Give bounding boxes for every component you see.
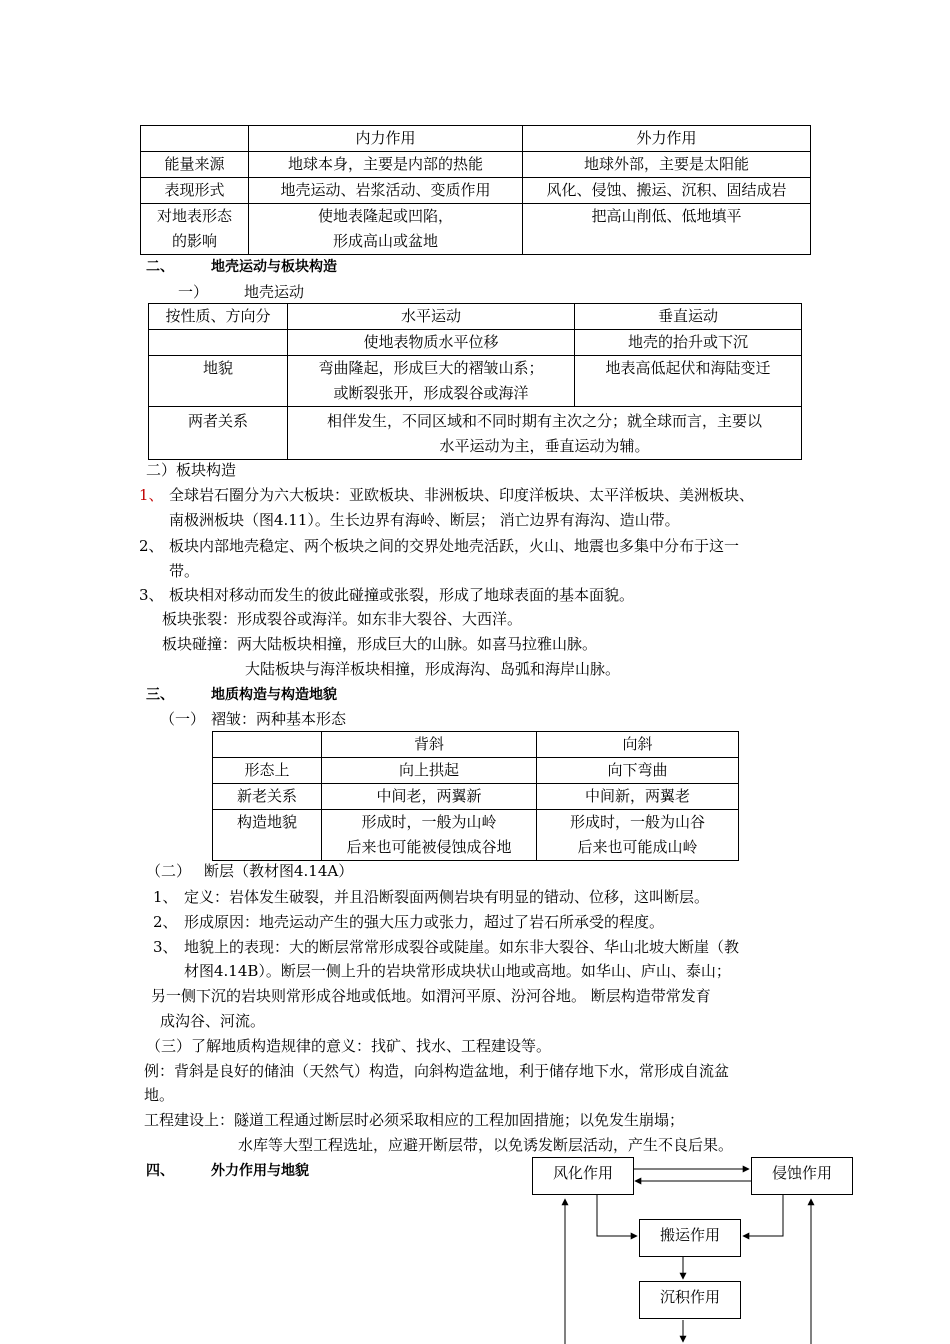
table-cell: 向下弯曲 xyxy=(537,758,739,784)
cell-line: 形成时，一般为山谷 xyxy=(569,813,705,831)
table-header-cell: 垂直运动 xyxy=(575,304,802,330)
deposition-box: 沉积作用 xyxy=(639,1281,741,1319)
subsection-title: （三）了解地质构造规律的意义：找矿、找水、工程建设等。 xyxy=(146,1037,552,1055)
list-item-text: 成沟谷、河流。 xyxy=(160,1012,266,1030)
subsection-title: 地壳运动 xyxy=(244,283,305,301)
paragraph: 水库等大型工程选址，应避开断层带，以免诱发断层活动，产生不良后果。 xyxy=(238,1136,734,1154)
table-cell: 风化、侵蚀、搬运、沉积、固结成岩 xyxy=(523,178,811,204)
arrow-erosion-to-transport xyxy=(743,1195,783,1236)
subsection-title: 褶皱：两种基本形态 xyxy=(211,710,347,728)
cell-line: 或断裂张开，形成裂谷或海洋 xyxy=(333,384,529,402)
paragraph: 例：背斜是良好的储油（天然气）构造，向斜构造盆地，利于储存地下水，常形成自流盆 xyxy=(144,1062,730,1080)
table-cell: 地壳运动、岩浆活动、变质作用 xyxy=(249,178,523,204)
table-cell: 向上拱起 xyxy=(322,758,537,784)
table-header-cell: 按性质、方向分 xyxy=(149,304,288,330)
list-item-text: 另一侧下沉的岩块则常形成谷地或低地。如渭河平原、汾河谷地。 断层构造带常发育 xyxy=(151,987,711,1005)
section-4-title: 外力作用与地貌 xyxy=(211,1163,309,1179)
section-3-number: 三、 xyxy=(146,687,174,703)
table-cell: 中间新，两翼老 xyxy=(537,784,739,810)
table-header-cell: 外力作用 xyxy=(523,126,811,152)
list-item-number: 1、 xyxy=(139,486,164,504)
cell-line: 后来也可能成山岭 xyxy=(577,838,698,856)
erosion-box: 侵蚀作用 xyxy=(751,1157,853,1195)
list-item-text: 板块相对移动而发生的彼此碰撞或张裂，形成了地球表面的基本面貌。 xyxy=(169,586,635,604)
subsection-number: 一） xyxy=(178,283,209,301)
table-cell: 形态上 xyxy=(213,758,322,784)
list-item-text: 地貌上的表现：大的断层常常形成裂谷或陡崖。如东非大裂谷、华山北坡大断崖（教 xyxy=(184,938,740,956)
cell-line: 弯曲隆起，形成巨大的褶皱山系； xyxy=(318,359,544,377)
table-cell: 表现形式 xyxy=(141,178,249,204)
table-cell: 地球外部，主要是太阳能 xyxy=(523,152,811,178)
section-2-number: 二、 xyxy=(146,259,174,275)
table-cell: 构造地貌 xyxy=(213,810,322,861)
table-cell: 新老关系 xyxy=(213,784,322,810)
table-cell: 使地表物质水平位移 xyxy=(288,330,575,356)
list-item-number: 2、 xyxy=(153,913,178,931)
subsection-title: 断层（教材图4.14A） xyxy=(204,862,354,880)
paragraph: 工程建设上：隧道工程通过断层时必须采取相应的工程加固措施；以免发生崩塌； xyxy=(144,1111,685,1129)
section-4-number: 四、 xyxy=(146,1163,174,1179)
list-item-text: 全球岩石圈分为六大板块：亚欧板块、非洲板块、印度洋板块、太平洋板块、美洲板块、 xyxy=(169,486,755,504)
list-item-text: 板块内部地壳稳定、两个板块之间的交界处地壳活跃，火山、地震也多集中分布于这一 xyxy=(169,537,740,555)
table-cell: 地壳的抬升或下沉 xyxy=(575,330,802,356)
cell-line: 对地表形态 xyxy=(156,207,232,225)
list-item-text: 南极洲板块（图4.11）。生长边界有海岭、断层； 消亡边界有海沟、造山带。 xyxy=(169,511,680,529)
cell-line: 后来也可能被侵蚀成谷地 xyxy=(346,838,512,856)
cell-line: 把高山削低、低地填平 xyxy=(591,207,742,225)
section-3-title: 地质构造与构造地貌 xyxy=(211,687,337,703)
table-header-cell: 向斜 xyxy=(537,732,739,758)
transport-box: 搬运作用 xyxy=(639,1219,741,1257)
table-header-cell: 水平运动 xyxy=(288,304,575,330)
cell-line: 水平运动为主，垂直运动为辅。 xyxy=(439,437,650,455)
section-2-title: 地壳运动与板块构造 xyxy=(211,259,337,275)
list-item-number: 3、 xyxy=(153,938,178,956)
list-item-text: 带。 xyxy=(169,562,200,580)
arrow-weathering-to-transport xyxy=(597,1195,637,1236)
list-item-number: 2、 xyxy=(139,537,164,555)
weathering-box: 风化作用 xyxy=(532,1157,634,1195)
list-item-number: 3、 xyxy=(139,586,164,604)
table-cell: 中间老，两翼新 xyxy=(322,784,537,810)
cell-line: 相伴发生，不同区域和不同时期有主次之分；就全球而言，主要以 xyxy=(326,412,762,430)
table-cell: 两者关系 xyxy=(149,407,288,460)
table-cell: 地表高低起伏和海陆变迁 xyxy=(575,356,802,407)
list-item-text: 材图4.14B）。断层一侧上升的岩块常形成块状山地或高地。如华山、庐山、泰山； xyxy=(184,962,731,980)
table-header-cell: 背斜 xyxy=(322,732,537,758)
table-cell: 地球本身，主要是内部的热能 xyxy=(249,152,523,178)
subsection-number: （二） xyxy=(146,862,192,880)
subsection-number: （一） xyxy=(160,710,206,728)
cell-line: 的影响 xyxy=(171,232,217,250)
cell-line: 形成高山或盆地 xyxy=(332,232,438,250)
paragraph: 板块张裂：形成裂谷或海洋。如东非大裂谷、大西洋。 xyxy=(162,610,523,628)
list-item-number: 1、 xyxy=(153,888,178,906)
table-header-cell: 内力作用 xyxy=(249,126,523,152)
list-item-text: 定义：岩体发生破裂，并且沿断裂面两侧岩块有明显的错动、位移，这叫断层。 xyxy=(184,888,710,906)
list-item-text: 形成原因：地壳运动产生的强大压力或张力，超过了岩石所承受的程度。 xyxy=(184,913,665,931)
paragraph: 地。 xyxy=(144,1086,175,1104)
paragraph: 大陆板块与海洋板块相撞，形成海沟、岛弧和海岸山脉。 xyxy=(245,660,621,678)
table-cell: 能量来源 xyxy=(141,152,249,178)
paragraph: 板块碰撞：两大陆板块相撞，形成巨大的山脉。如喜马拉雅山脉。 xyxy=(162,635,598,653)
cell-line: 使地表隆起或凹陷， xyxy=(317,207,453,225)
table-cell: 地貌 xyxy=(149,356,288,407)
subsection-title: 二）板块构造 xyxy=(146,461,237,479)
cell-line: 形成时，一般为山岭 xyxy=(361,813,497,831)
